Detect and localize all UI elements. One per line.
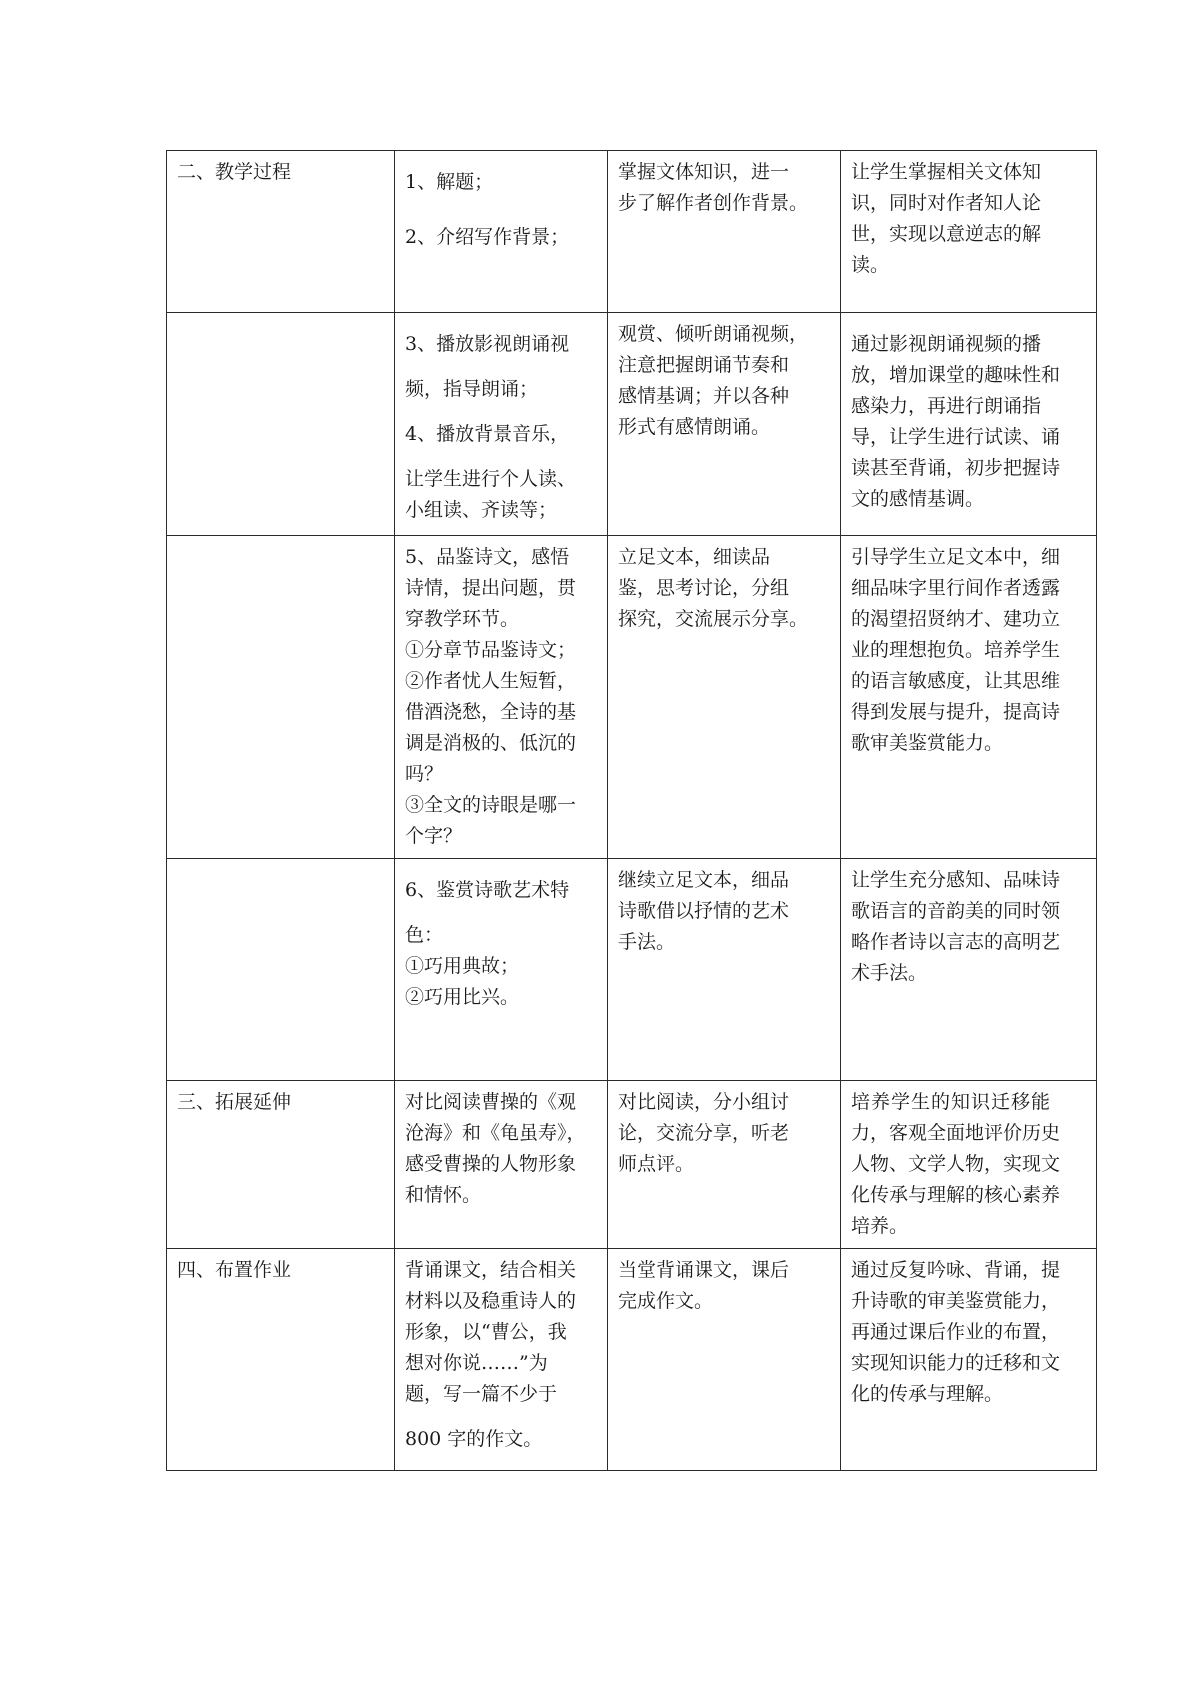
teacher-line: 借酒浇愁，全诗的基 (405, 701, 577, 723)
student-line: 当堂背诵课文，课后 (618, 1259, 790, 1281)
intent-line: 升诗歌的审美鉴赏能力， (851, 1290, 1061, 1312)
teacher-line: 沧海》和《龟虽寿》， (405, 1122, 586, 1144)
teacher-line: 题，写一篇不少于 (405, 1383, 558, 1405)
section-label: 四、布置作业 (177, 1259, 292, 1281)
student-activity-cell (608, 859, 841, 1081)
intent-line: 读甚至背诵，初步把握诗 (851, 457, 1061, 479)
teacher-activity-cell (395, 536, 608, 859)
intent-line: 识，同时对作者知人论 (851, 192, 1042, 214)
student-line: 注意把握朗诵节奏和 (618, 354, 790, 376)
intent-line: 引导学生立足文本中，细 (851, 546, 1061, 568)
student-line: 手法。 (618, 931, 676, 953)
intent-line: 世，实现以意逆志的解 (851, 223, 1042, 245)
intent-line: 歌审美鉴赏能力。 (851, 732, 1004, 754)
teacher-line: ①巧用典故； (405, 955, 520, 977)
intent-line: 导，让学生进行试读、诵 (851, 426, 1061, 448)
student-line: 立足文本，细读品 (618, 546, 771, 568)
teacher-line: 形象，以“曹公，我 (405, 1321, 567, 1343)
teacher-line: 800 字的作文。 (405, 1428, 543, 1450)
student-line: 师点评。 (618, 1153, 695, 1175)
student-line: 感情基调；并以各种 (618, 385, 790, 407)
intent-line: 文的感情基调。 (851, 488, 985, 510)
teacher-activity-cell (395, 859, 608, 1081)
teacher-line: 5、品鉴诗文，感悟 (405, 546, 570, 568)
intent-line: 通过反复吟咏、背诵，提 (851, 1259, 1061, 1281)
student-line: 完成作文。 (618, 1290, 714, 1312)
section-cell (167, 859, 395, 1081)
student-activity-cell (608, 151, 841, 313)
intent-line: 通过影视朗诵视频的播 (851, 333, 1042, 355)
student-line: 继续立足文本，细品 (618, 869, 790, 891)
teacher-line: 小组读、齐读等； (405, 499, 558, 521)
teacher-line: 对比阅读曹操的《观 (405, 1091, 577, 1113)
teacher-line: 4、播放背景音乐， (405, 423, 570, 445)
design-intent-cell (841, 151, 1097, 313)
table-row (167, 536, 1097, 859)
teacher-activity-cell (395, 1249, 608, 1471)
intent-line: 业的理想抱负。培养学生 (851, 639, 1061, 661)
teacher-line: ③全文的诗眼是哪一 (405, 794, 577, 816)
teacher-line: 让学生进行个人读、 (405, 468, 577, 490)
intent-line: 再通过课后作业的布置， (851, 1321, 1061, 1343)
teacher-activity-cell (395, 313, 608, 536)
design-intent-cell (841, 536, 1097, 859)
teacher-line: 频，指导朗诵； (405, 378, 539, 400)
teacher-line: 背诵课文，结合相关 (405, 1259, 577, 1281)
section-cell (167, 151, 395, 313)
section-cell (167, 1081, 395, 1249)
student-line: 鉴，思考讨论，分组 (618, 577, 790, 599)
section-cell (167, 313, 395, 536)
intent-line: 培养学生的知识迁移能 (851, 1091, 1052, 1113)
section-cell (167, 536, 395, 859)
table-row (167, 1081, 1097, 1249)
teacher-line: 材料以及稳重诗人的 (405, 1290, 577, 1312)
teacher-line: ②作者忧人生短暂， (405, 670, 577, 692)
table-row (167, 313, 1097, 536)
intent-line: 人物、文学人物，实现文 (851, 1153, 1061, 1175)
intent-line: 实现知识能力的迁移和文 (851, 1352, 1061, 1374)
teacher-line: ②巧用比兴。 (405, 986, 520, 1008)
student-line: 掌握文体知识，进一 (618, 161, 790, 183)
intent-line: 略作者诗以言志的高明艺 (851, 931, 1061, 953)
table-row (167, 151, 1097, 313)
teacher-activity-cell (395, 1081, 608, 1249)
teacher-line: ①分章节品鉴诗文； (405, 639, 577, 661)
student-line: 论，交流分享，听老 (618, 1122, 790, 1144)
intent-line: 读。 (851, 254, 890, 276)
student-line: 步了解作者创作背景。 (618, 192, 809, 214)
student-activity-cell (608, 536, 841, 859)
intent-line: 得到发展与提升，提高诗 (851, 701, 1061, 723)
teacher-line: 2、介绍写作背景； (405, 226, 570, 248)
intent-line: 放，增加课堂的趣味性和 (851, 364, 1061, 386)
intent-line: 让学生充分感知、品味诗 (851, 869, 1061, 891)
student-line: 诗歌借以抒情的艺术 (618, 900, 790, 922)
intent-line: 的渴望招贤纳才、建功立 (851, 608, 1061, 630)
teacher-line: 穿教学环节。 (405, 608, 520, 630)
design-intent-cell (841, 1081, 1097, 1249)
section-label: 二、教学过程 (177, 161, 292, 183)
intent-line: 感染力，再进行朗诵指 (851, 395, 1042, 417)
intent-line: 术手法。 (851, 962, 928, 984)
lesson-plan-table (166, 150, 1097, 1471)
teacher-line: 和情怀。 (405, 1184, 482, 1206)
intent-line: 的语言敏感度，让其思维 (851, 670, 1061, 692)
teacher-line: 想对你说……”为 (405, 1352, 548, 1374)
teacher-line: 感受曹操的人物形象 (405, 1153, 577, 1175)
teacher-line: 色： (405, 924, 444, 946)
teacher-line: 诗情，提出问题，贯 (405, 577, 577, 599)
intent-line: 化的传承与理解。 (851, 1383, 1004, 1405)
intent-line: 歌语言的音韵美的同时领 (851, 900, 1061, 922)
student-activity-cell (608, 1081, 841, 1249)
student-line: 对比阅读，分小组讨 (618, 1091, 790, 1113)
student-activity-cell (608, 1249, 841, 1471)
intent-line: 力，客观全面地评价历史 (851, 1122, 1061, 1144)
intent-line: 细品味字里行间作者透露 (851, 577, 1061, 599)
teacher-line: 吗？ (405, 763, 444, 785)
student-line: 探究，交流展示分享。 (618, 608, 809, 630)
design-intent-cell (841, 1249, 1097, 1471)
teacher-line: 个字？ (405, 825, 463, 847)
teacher-activity-cell (395, 151, 608, 313)
table-row (167, 859, 1097, 1081)
student-activity-cell (608, 313, 841, 536)
teacher-line: 调是消极的、低沉的 (405, 732, 577, 754)
intent-line: 化传承与理解的核心素养 (851, 1184, 1061, 1206)
section-cell (167, 1249, 395, 1471)
teacher-line: 1、解题； (405, 171, 494, 193)
design-intent-cell (841, 859, 1097, 1081)
student-line: 形式有感情朗诵。 (618, 416, 771, 438)
teacher-line: 3、播放影视朗诵视 (405, 333, 570, 355)
intent-line: 让学生掌握相关文体知 (851, 161, 1042, 183)
intent-line: 培养。 (851, 1215, 909, 1237)
student-line: 观赏、倾听朗诵视频， (618, 323, 809, 345)
teacher-line: 6、鉴赏诗歌艺术特 (405, 879, 570, 901)
table-row (167, 1249, 1097, 1471)
design-intent-cell (841, 313, 1097, 536)
section-label: 三、拓展延伸 (177, 1091, 292, 1113)
